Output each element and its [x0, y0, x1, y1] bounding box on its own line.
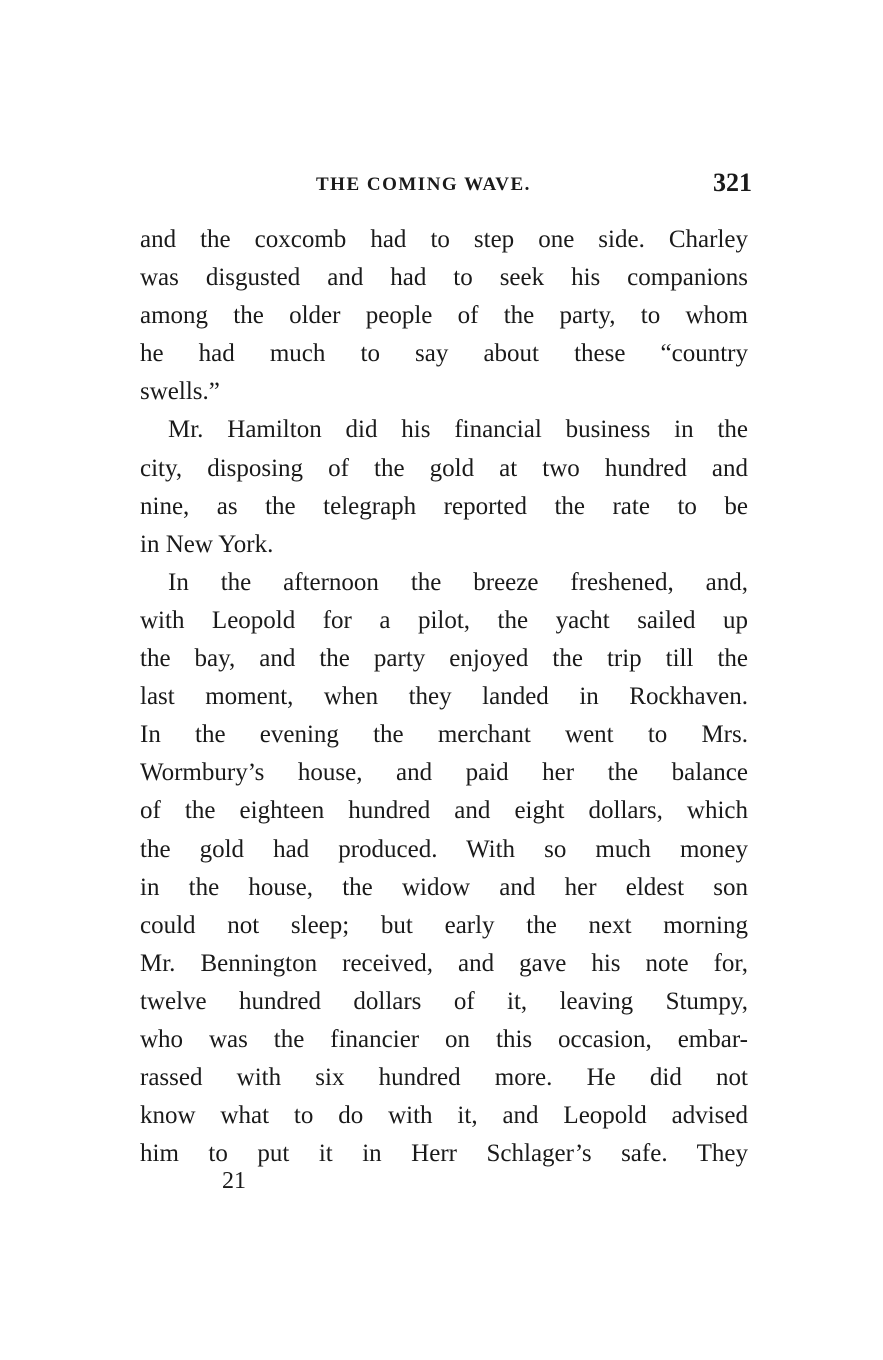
- text-line: last moment, when they landed in Rockhaven.: [140, 683, 748, 711]
- signature-mark: 21: [222, 1168, 246, 1194]
- body-text: [140, 221, 748, 1173]
- text-line: In the evening the merchant went to Mrs.: [140, 721, 748, 749]
- text-line: In the afternoon the breeze freshened, and,: [168, 568, 748, 596]
- text-line: among the older people of the party, to whom: [140, 302, 748, 330]
- text-line: in New York.: [140, 530, 274, 558]
- text-line: know what to do with it, and Leopold advised: [140, 1102, 748, 1130]
- text-line: Mr. Hamilton did his financial business in the: [168, 416, 748, 444]
- text-line: the gold had produced. With so much money: [140, 835, 748, 863]
- text-line: Mr. Bennington received, and gave his note for,: [140, 949, 748, 977]
- text-line: nine, as the telegraph reported the rate to be: [140, 492, 748, 520]
- text-line: in the house, the widow and her eldest son: [140, 873, 748, 901]
- text-line: him to put it in Herr Schlager’s safe. They: [140, 1140, 748, 1168]
- page-number: 321: [713, 168, 752, 197]
- text-line: with Leopold for a pilot, the yacht sailed up: [140, 606, 748, 634]
- text-line: the bay, and the party enjoyed the trip till the: [140, 645, 748, 673]
- text-line: was disgusted and had to seek his companions: [140, 264, 748, 292]
- text-line: twelve hundred dollars of it, leaving Stumpy,: [140, 987, 748, 1015]
- text-line: could not sleep; but early the next morning: [140, 911, 748, 939]
- text-line: who was the financier on this occasion, embar-: [140, 1025, 748, 1053]
- text-line: and the coxcomb had to step one side. Charley: [140, 226, 748, 253]
- text-line: rassed with six hundred more. He did not: [140, 1064, 748, 1092]
- text-line: city, disposing of the gold at two hundred and: [140, 454, 748, 482]
- running-head: [140, 168, 752, 204]
- text-line: Wormbury’s house, and paid her the balance: [140, 759, 748, 787]
- running-title: THE COMING WAVE.: [316, 174, 531, 195]
- text-line: he had much to say about these “country: [140, 340, 748, 368]
- text-line: swells.”: [140, 378, 220, 406]
- text-line: of the eighteen hundred and eight dollars, which: [140, 797, 748, 825]
